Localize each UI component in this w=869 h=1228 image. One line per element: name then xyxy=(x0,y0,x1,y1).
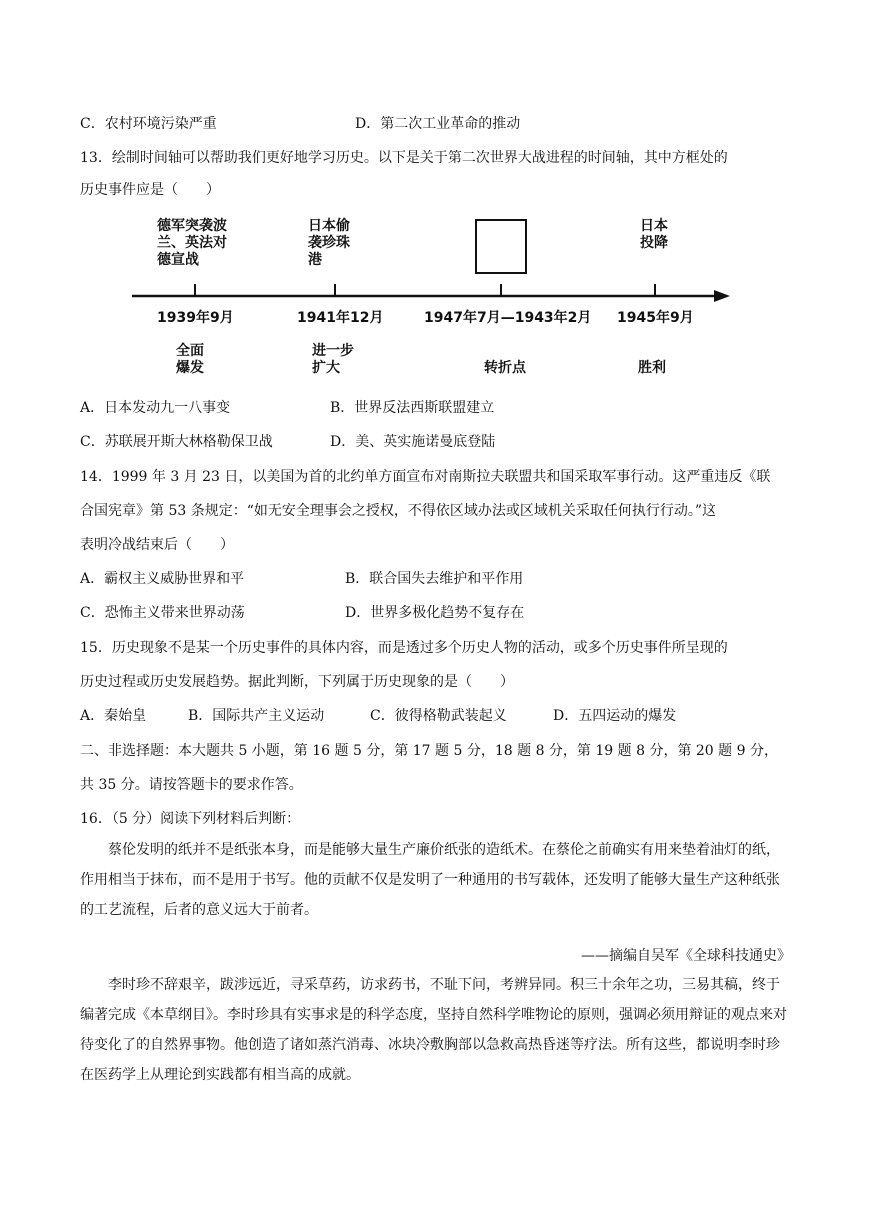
q13-option-d: D．美、英实施诺曼底登陆 xyxy=(330,434,496,450)
q14-option-b: B．联合国失去维护和平作用 xyxy=(345,571,524,587)
q16-material2: 李时珍不辞艰辛，跋涉远近，寻采草药，访求药书，不耻下问，考辨异同。积三十余年之功，三易其稿，终于编著完成《本草纲目》。李时珍具有实事求是的科学态度，坚持自然科学唯物论的原则，强调必须用辩证的观点来对待变化了的自然界事物。他创造了诸如蒸汽消毒、冰块冷敷胸部以急救高热昏迷等疗法。所有这些，都说明李时珍在医药学上从理论到实践都有相当高的成就。 xyxy=(80,977,787,1083)
section2-line2: 共 35 分。请按答题卡的要求作答。 xyxy=(80,777,303,793)
q13-stem-line2: 历史事件应是（ ） xyxy=(80,182,220,198)
q14-line3: 表明冷战结束后（ ） xyxy=(80,537,234,553)
date-1939: 1939年9月 xyxy=(157,310,234,326)
stage-expansion: 进一步 扩大 xyxy=(312,343,354,376)
q15-line2: 历史过程或历史发展趋势。据此判断，下列属于历史现象的是（ ） xyxy=(80,674,514,690)
q12-option-c: C．农村环境污染严重 xyxy=(80,116,217,132)
date-1942-1943: 1947年7月—1943年2月 xyxy=(424,310,592,326)
q13-option-b: B．世界反法西斯联盟建立 xyxy=(330,400,495,416)
q15-line1: 15．历史现象不是某一个历史事件的具体内容，而是透过多个历史人物的活动，或多个历史事件所呈现的 xyxy=(80,640,728,656)
q15-option-b: B．国际共产主义运动 xyxy=(188,708,325,724)
answer-box xyxy=(476,220,526,273)
q13-option-a: A．日本发动九一八事变 xyxy=(80,400,231,416)
date-1941: 1941年12月 xyxy=(297,310,384,326)
event-germany-invades-poland: 德军突袭波 兰、英法对 德宣战 xyxy=(157,218,227,268)
q14-line1: 14．1999 年 3 月 23 日，以美国为首的北约单方面宣布对南斯拉夫联盟共和国采取军事行动。这严重违反《联 xyxy=(80,469,771,485)
q14-option-a: A．霸权主义威胁世界和平 xyxy=(80,571,245,587)
section2-line1: 二、非选择题：本大题共 5 小题，第 16 题 5 分，第 17 题 5 分，18 题 8 分，第 19 题 8 分，第 20 题 9 分， xyxy=(80,743,778,759)
q15-option-c: C．彼得格勒武装起义 xyxy=(370,708,507,724)
stage-outbreak: 全面 爆发 xyxy=(176,343,204,376)
event-japan-surrender: 日本 投降 xyxy=(640,218,668,251)
stage-victory: 胜利 xyxy=(638,360,666,376)
q13-stem-line1: 13．绘制时间轴可以帮助我们更好地学习历史。以下是关于第二次世界大战进程的时间轴，其中方框处的 xyxy=(80,150,728,166)
q14-line2: 合国宪章》第 53 条规定：“如无安全理事会之授权，不得依区域办法或区域机关采取任何执行行动。”这 xyxy=(80,503,717,519)
q14-option-d: D．世界多极化趋势不复存在 xyxy=(345,605,525,621)
q14-option-c: C．恐怖主义带来世界动荡 xyxy=(80,605,245,621)
date-1945: 1945年9月 xyxy=(617,310,694,326)
q16-material1: 蔡伦发明的纸并不是纸张本身，而是能够大量生产廉价纸张的造纸术。在蔡伦之前确实有用来垫着油灯的纸，作用相当于抹布，而不是用于书写。他的贡献不仅是发明了一种通用的书写载体，还发明了能够大量生产这种纸张的工艺流程，后者的意义远大于前者。 xyxy=(80,842,780,918)
event-pearl-harbor: 日本偷 袭珍珠 港 xyxy=(308,218,350,268)
stage-turning-point: 转折点 xyxy=(484,360,526,376)
q15-option-d: D．五四运动的爆发 xyxy=(553,708,677,724)
q16-stem: 16．（5 分）阅读下列材料后判断： xyxy=(80,811,301,827)
q13-option-c: C．苏联展开斯大林格勒保卫战 xyxy=(80,434,273,450)
q12-option-d: D．第二次工业革命的推动 xyxy=(355,116,521,132)
q15-option-a: A．秦始皇 xyxy=(80,708,147,724)
ww2-timeline xyxy=(130,212,740,382)
q16-source1: ——摘编自吴军《全球科技通史》 xyxy=(581,948,791,964)
